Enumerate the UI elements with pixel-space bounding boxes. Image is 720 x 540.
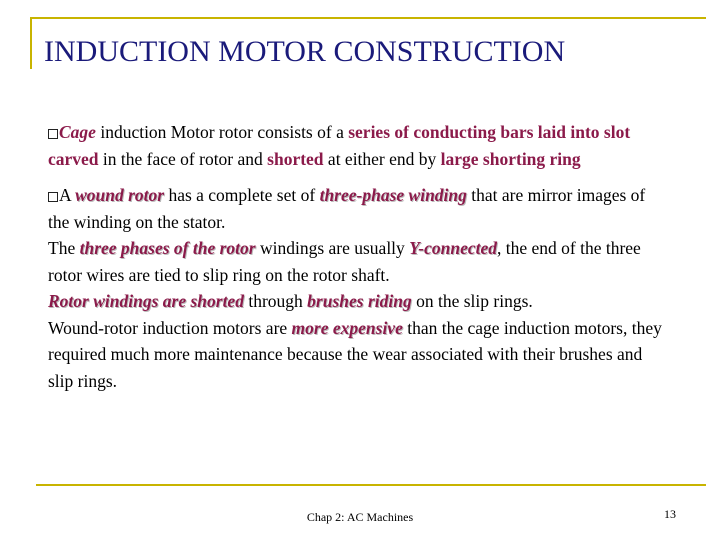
emphasis-shorting-ring: large shorting ring	[440, 148, 581, 169]
text-segment: through	[243, 291, 308, 311]
emphasis-three-phases: three phases of the rotor	[79, 238, 256, 258]
frame-left-line	[30, 17, 32, 69]
text-segment: induction Motor rotor consists of a	[95, 122, 349, 142]
text-segment: Wound-rotor induction motors are	[48, 317, 292, 338]
page-number: 13	[664, 507, 676, 521]
text-segment: on the slip rings.	[411, 291, 533, 311]
paragraph-wound-rotor	[48, 182, 668, 394]
text-segment: than the cage induction motors, they required much more maintenance because the wear associated with their brushes and slip rings.	[48, 317, 662, 391]
text-segment: The	[48, 238, 80, 258]
emphasis-wound-rotor: wound rotor	[75, 185, 165, 205]
text-segment: at either end by	[323, 148, 441, 169]
emphasis-more-expensive: more expensive	[291, 317, 403, 338]
square-bullet-icon	[48, 129, 58, 139]
text-segment: in the face of rotor and	[98, 148, 268, 169]
square-bullet-icon	[48, 192, 58, 202]
emphasis-brushes-riding: brushes riding	[307, 291, 412, 311]
emphasis-three-phase-winding: three-phase winding	[319, 185, 467, 205]
emphasis-shorted: shorted	[267, 148, 324, 169]
slide-footer: Chap 2: AC Machines	[306, 510, 414, 524]
text-segment: that are mirror images of the winding on the stator.	[48, 185, 646, 232]
text-segment: windings are usually	[255, 238, 410, 258]
slide-title: INDUCTION MOTOR CONSTRUCTION	[44, 35, 566, 68]
emphasis-cage: Cage	[59, 122, 96, 142]
slide-body	[48, 119, 668, 394]
emphasis-y-connected: Y-connected	[409, 238, 497, 258]
text-segment: , the end of the three rotor wires are tied to slip ring on the rotor shaft.	[48, 238, 641, 285]
frame-bottom-line	[36, 484, 706, 486]
frame-top-line	[30, 17, 706, 19]
paragraph-cage-rotor	[48, 119, 668, 172]
text-segment: has a complete set of	[164, 185, 320, 205]
text-segment: A	[59, 185, 76, 205]
emphasis-conducting-bars: series of conducting bars laid into slot carved	[48, 122, 631, 169]
emphasis-rotor-windings-shorted: Rotor windings are shorted	[48, 291, 244, 311]
